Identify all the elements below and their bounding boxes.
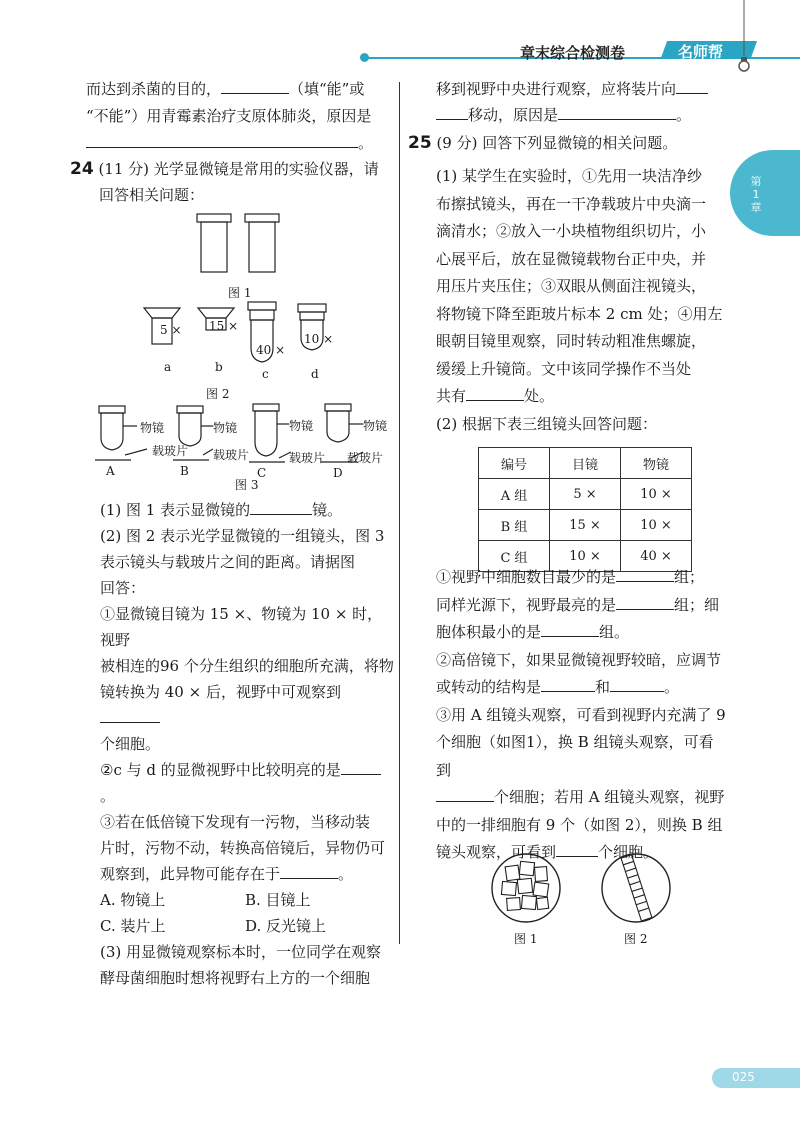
table-cell: 40 × [621, 541, 692, 572]
lens-d-label: d [311, 367, 319, 381]
answer-blank [610, 675, 664, 692]
text-line: 。 [664, 678, 680, 696]
text-line: 或转动的结构是 [436, 678, 542, 696]
text-line: ②高倍镜下，如果显微镜视野较暗，应调节 [436, 650, 722, 669]
objective-label: 物镜 [363, 419, 388, 433]
text-line: 胞体积最小的是 [436, 623, 542, 641]
answer-blank [558, 103, 676, 120]
answer-blank [541, 675, 595, 692]
text-line: ③用 A 组镜头观察，可看到视野内充满了 9 [436, 705, 726, 724]
option-a: A. 物镜上 [100, 891, 166, 909]
table-header-cell: 编号 [479, 448, 550, 479]
text-line: 心展平后，放在显微镜载物台正中央，并 [436, 249, 707, 268]
lens-table [478, 447, 692, 572]
lens-b-power: 15 × [209, 319, 239, 333]
text-line: 。 [100, 787, 116, 805]
text-line: 和 [595, 678, 611, 696]
text-line: 用压片夹压住；③双眼从侧面注视镜头， [436, 277, 707, 295]
text-line: 个细胞。 [100, 735, 161, 753]
answer-blank [616, 593, 674, 610]
table-cell: 10 × [621, 479, 692, 510]
text-line: 组；细 [674, 595, 720, 614]
header-title: 章末综合检测卷 [520, 44, 626, 62]
view-figure-2-caption: 图 2 [624, 932, 648, 946]
lens-c-label: c [262, 367, 269, 381]
option-d: D. 反光镜上 [245, 917, 327, 935]
text-line: 中的一排细胞有 9 个（如图 2），则换 B 组 [436, 815, 723, 834]
view-figure-1-caption: 图 1 [514, 932, 538, 946]
answer-blank [466, 384, 524, 401]
objective-label: 物镜 [289, 419, 314, 433]
answer-blank [541, 620, 599, 637]
text-line: 回答相关问题： [99, 186, 205, 204]
question-number: 25 [408, 133, 432, 153]
q25-part2 [436, 564, 728, 867]
q24-stem [70, 156, 395, 208]
figure-3-caption: 图 3 [235, 478, 259, 492]
q25-part1 [436, 163, 728, 438]
table-cell: C 组 [479, 541, 550, 572]
header-dot [360, 53, 369, 62]
text-line: 。 [338, 865, 354, 883]
text-line: 酵母菌细胞时想将视野右上方的一个细胞 [100, 969, 371, 987]
text-line: 个细胞（如图1），换 B 组镜头观察，可看到 [436, 733, 714, 779]
text-line: 被相连的96 个分生组织的细胞所充满，将物 [100, 657, 394, 675]
answer-blank [250, 498, 312, 515]
text-line: 观察到，此异物可能存在于 [100, 865, 281, 883]
text-line: （填“能”或 [289, 80, 365, 98]
text-line: ③若在低倍镜下发现有一污物，当移动装 [100, 813, 371, 831]
text-line: 布擦拭镜头，再在一干净载玻片中央滴一 [436, 194, 707, 213]
lightbulb-icon [738, 0, 750, 80]
table-row [479, 510, 692, 541]
page-number: 025 [732, 1070, 755, 1084]
text-line: 共有 [436, 387, 467, 405]
table-row [479, 479, 692, 510]
text-line: 表示镜头与载玻片之间的距离。请据图 [100, 553, 356, 571]
objective-label: 物镜 [140, 421, 165, 435]
text-line: (11 分) 光学显微镜是常用的实验仪器，请 [98, 160, 379, 178]
chapter-tab [730, 150, 800, 236]
text-line: 同样光源下，视野最亮的是 [436, 595, 617, 614]
table-header-cell: 目镜 [550, 448, 621, 479]
text-line: 。 [676, 106, 692, 124]
answer-blank [341, 758, 381, 775]
figure-1-eyepieces [195, 212, 285, 274]
table-cell: 5 × [550, 479, 621, 510]
answer-blank [556, 840, 598, 857]
table-cell: 10 × [550, 541, 621, 572]
table-cell: 15 × [550, 510, 621, 541]
text-line: 。 [358, 134, 374, 152]
option-c: C. 装片上 [100, 917, 166, 935]
text-line: (1) 图 1 表示显微镜的 [100, 501, 251, 519]
answer-blank [436, 785, 494, 802]
chapter-tab-label: 第1章 [750, 175, 762, 214]
q24-parts [100, 497, 395, 991]
lens-d-power: 10 × [304, 332, 334, 346]
text-line: ②c 与 d 的显微视野中比较明亮的是 [100, 761, 341, 779]
text-line: 滴清水；②放入一小块植物组织切片，小 [436, 222, 707, 240]
text-line: 镜头观察，可看到 [436, 843, 557, 861]
question-number: 24 [70, 159, 94, 179]
answer-blank [436, 103, 468, 120]
text-line: 片时，污物不动，转换高倍镜后，异物仍可 [100, 839, 386, 857]
distance-d-label: D [333, 466, 343, 480]
text-line: 眼朝目镜里观察，同时转动粗准焦螺旋， [436, 332, 707, 350]
table-cell: B 组 [479, 510, 550, 541]
text-line: 回答： [100, 579, 146, 597]
text-line: ①显微镜目镜为 15 ×、物镜为 10 × 时，视野 [100, 605, 383, 649]
answer-blank [280, 862, 338, 879]
slide-label: 载玻片 [347, 451, 384, 465]
table-header-cell: 物镜 [621, 448, 692, 479]
text-line: (2) 根据下表三组镜头回答问题： [436, 414, 658, 433]
option-b: B. 目镜上 [245, 891, 311, 909]
table-cell: 10 × [621, 510, 692, 541]
text-line: 个细胞；若用 A 组镜头观察，视野 [494, 788, 725, 806]
answer-blank [676, 77, 708, 94]
distance-a-label: A [106, 464, 115, 478]
answer-blank [221, 77, 289, 94]
lens-a-label: a [164, 360, 172, 374]
text-line: 组。 [599, 623, 630, 641]
header-badge: 名师帮 [678, 43, 724, 61]
text-line: “不能”）用青霉素治疗支原体肺炎，原因是 [86, 107, 372, 125]
view-figure-2 [600, 852, 672, 924]
text-line: 镜转换为 40 × 后，视野中可观察到 [100, 683, 341, 701]
slide-label: 载玻片 [289, 451, 326, 465]
slide-label: 载玻片 [152, 444, 189, 458]
answer-blank [100, 706, 160, 723]
text-line: (9 分) 回答下列显微镜的相关问题。 [436, 134, 678, 152]
view-figure-1 [490, 852, 562, 924]
figure-2-caption: 图 2 [206, 387, 230, 401]
text-line: 移动，原因是 [468, 106, 559, 124]
column-divider [399, 82, 400, 944]
table-header-row [479, 448, 692, 479]
text-line: (2) 图 2 表示光学显微镜的一组镜头，图 3 [100, 527, 385, 545]
distance-b-label: B [180, 464, 189, 478]
text-line: (3) 用显微镜观察标本时，一位同学在观察 [100, 943, 382, 961]
lens-c-power: 40 × [256, 343, 286, 357]
objective-label: 物镜 [213, 421, 238, 435]
lens-a-power: 5 × [160, 323, 182, 337]
q25-body [408, 130, 728, 156]
slide-label: 载玻片 [213, 448, 250, 462]
left-column [86, 76, 392, 156]
text-line: 镜。 [312, 501, 343, 519]
figure-1-caption: 图 1 [228, 286, 252, 300]
distance-c-label: C [257, 466, 267, 480]
text-line: 组； [674, 568, 705, 586]
text-line: 而达到杀菌的目的， [86, 80, 222, 98]
right-column-continuation [436, 76, 736, 128]
text-line: 将物镜下降至距玻片标本 2 cm 处；④用左 [436, 304, 723, 323]
text-line: 缓缓上升镜筒。文中该同学操作不当处 [436, 359, 692, 378]
answer-blank [616, 565, 674, 582]
text-line: 移到视野中央进行观察，应将装片向 [436, 80, 677, 98]
text-line: 处。 [524, 387, 555, 405]
text-line: 个细胞。 [598, 843, 659, 861]
answer-blank [86, 131, 358, 148]
page-number-tab [712, 1068, 800, 1088]
lens-b-label: b [215, 360, 223, 374]
text-line: ①视野中细胞数目最少的是 [436, 568, 617, 586]
table-cell: A 组 [479, 479, 550, 510]
text-line: (1) 某学生在实验时，①先用一块洁净纱 [436, 167, 703, 185]
